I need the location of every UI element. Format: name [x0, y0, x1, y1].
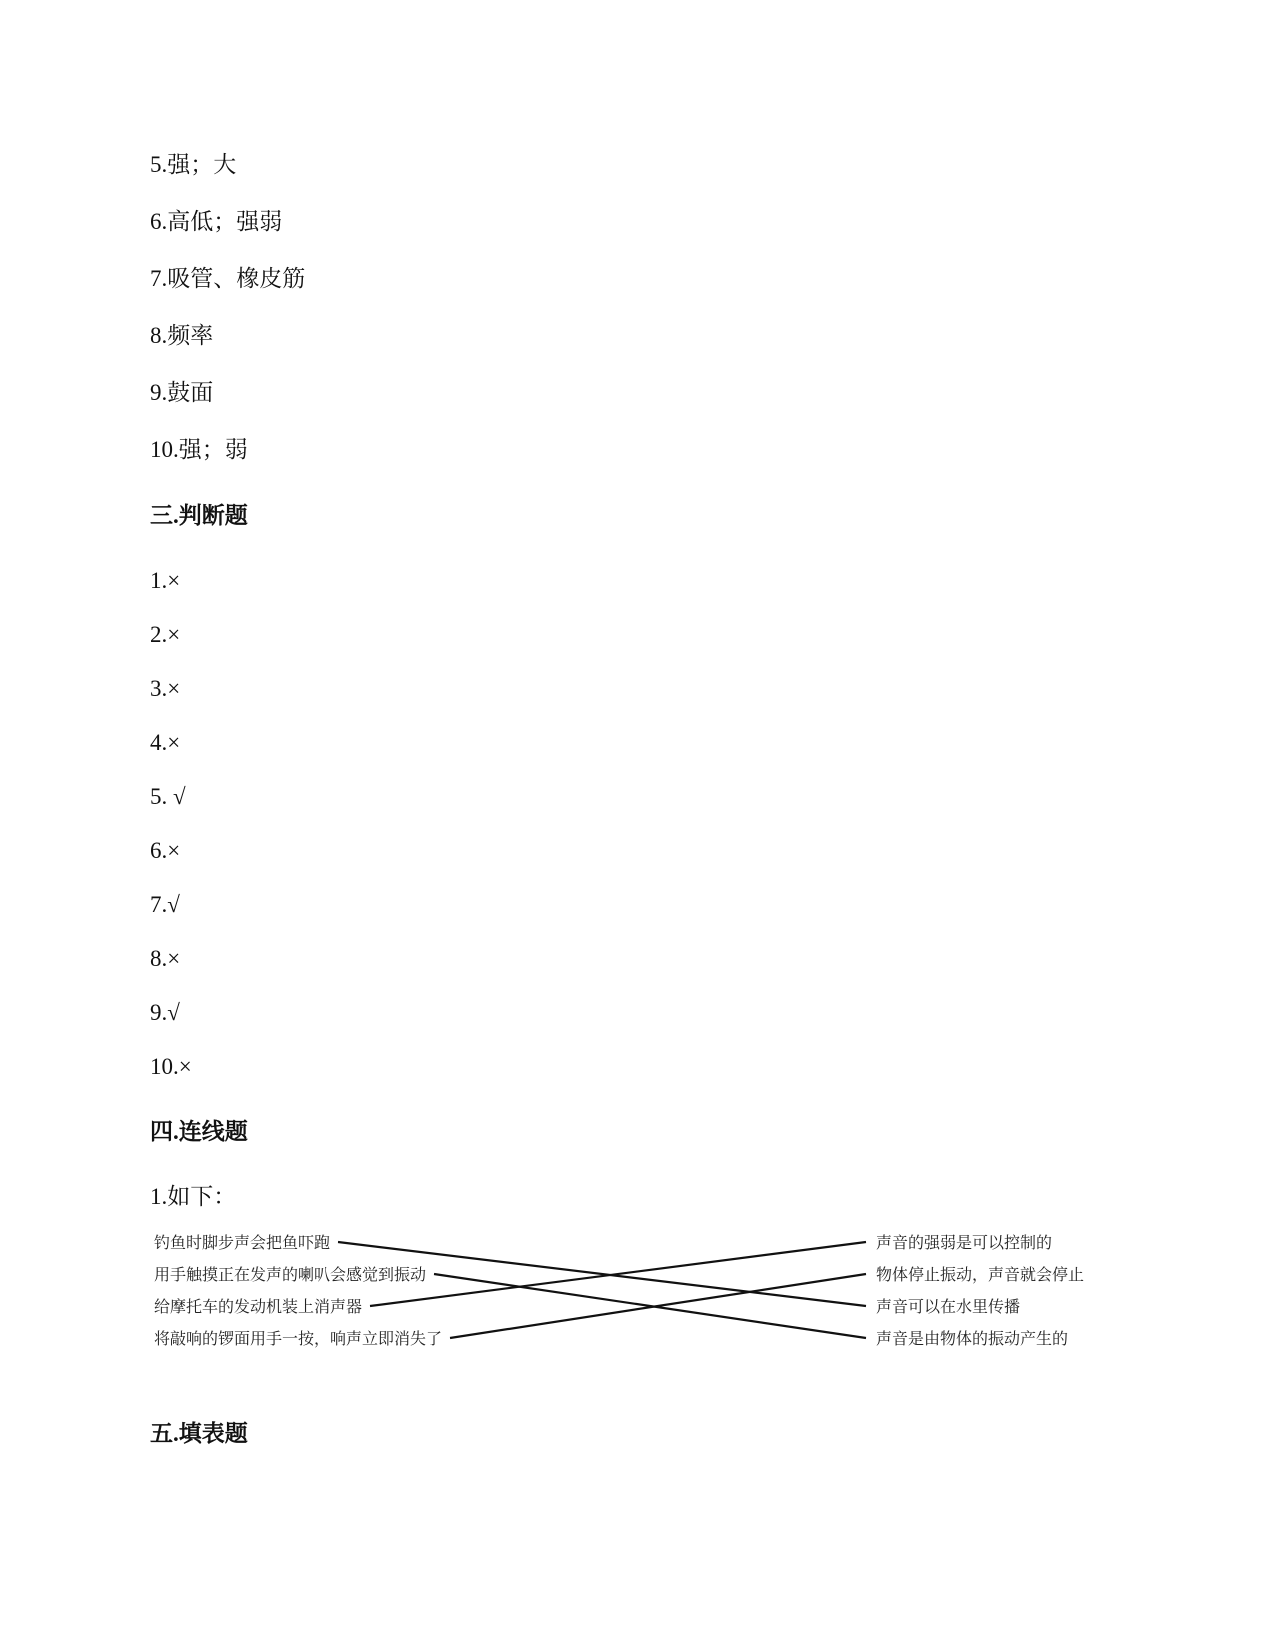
answer-line: 4.× [150, 730, 181, 755]
answer-line: 8.频率 [150, 323, 214, 348]
answer-line: 3.× [150, 676, 181, 701]
answer-line: 10.× [150, 1054, 192, 1079]
right-item: 物体停止振动，声音就会停止 [876, 1265, 1085, 1284]
answer-line: 1.如下： [150, 1184, 237, 1209]
section-title: 四.连线题 [150, 1119, 248, 1144]
answer-line: 7.√ [150, 892, 180, 917]
answer-line: 8.× [150, 946, 181, 971]
section-title: 五.填表题 [150, 1421, 248, 1446]
matching-diagram [150, 1232, 1110, 1362]
answer-line: 5.强；大 [150, 152, 237, 177]
answer-line: 10.强；弱 [150, 437, 248, 462]
answer-line: 6.× [150, 838, 181, 863]
right-item: 声音是由物体的振动产生的 [876, 1329, 1069, 1348]
answer-line: 7.吸管、橡皮筋 [150, 266, 306, 291]
answer-line: 9.鼓面 [150, 380, 214, 405]
answer-line: 6.高低；强弱 [150, 209, 283, 234]
answer-line: 2.× [150, 622, 181, 647]
right-item: 声音的强弱是可以控制的 [876, 1233, 1053, 1252]
left-item: 用手触摸正在发声的喇叭会感觉到振动 [154, 1265, 427, 1284]
answer-line: 1.× [150, 568, 181, 593]
left-item: 将敲响的锣面用手一按，响声立即消失了 [154, 1329, 443, 1348]
left-item: 钓鱼时脚步声会把鱼吓跑 [154, 1233, 331, 1252]
section-title: 三.判断题 [150, 503, 248, 528]
answer-line: 5. √ [150, 784, 186, 809]
right-item: 声音可以在水里传播 [876, 1297, 1021, 1316]
answer-line: 9.√ [150, 1000, 180, 1025]
left-item: 给摩托车的发动机装上消声器 [154, 1297, 363, 1316]
